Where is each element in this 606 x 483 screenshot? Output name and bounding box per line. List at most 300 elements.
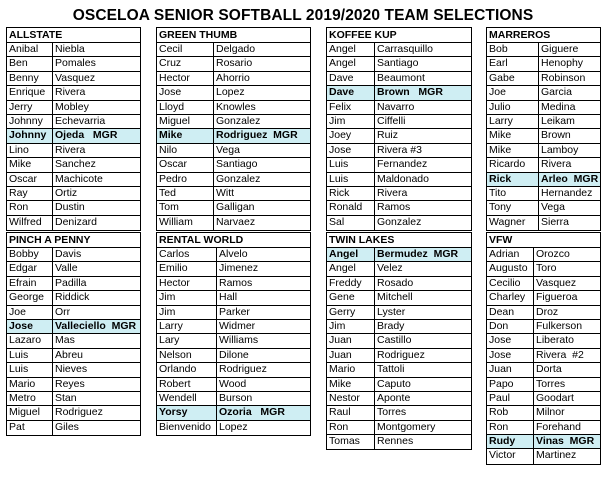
player-first-name: Pedro [157, 173, 214, 186]
player-first-name: Tito [487, 187, 539, 200]
player-first-name: Luis [327, 158, 375, 171]
player-first-name: Jose [157, 86, 214, 99]
player-row [487, 57, 600, 71]
player-row [327, 187, 471, 201]
manager-row [327, 86, 471, 100]
player-row [327, 334, 471, 348]
player-row [157, 320, 310, 334]
player-row [327, 291, 471, 305]
player-first-name: Orlando [157, 363, 217, 376]
player-row [487, 187, 600, 201]
player-last-name: Rodriguez [219, 363, 267, 376]
player-last-name: Rennes [377, 435, 414, 448]
player-row [487, 43, 600, 57]
player-row [487, 363, 600, 377]
player-row [7, 201, 140, 215]
player-row [157, 43, 310, 57]
player-first-name: Luis [327, 173, 375, 186]
player-last-name: Rivera [55, 86, 86, 99]
player-first-name: Jim [157, 306, 217, 319]
player-last-name: Robinson [541, 71, 586, 84]
player-last-name: Dustin [55, 201, 85, 214]
player-last-name: Machicote [55, 172, 103, 185]
player-last-name: Vinas MGR [536, 435, 595, 448]
player-last-name: Ciffelli [377, 114, 406, 127]
player-first-name: Mario [7, 378, 53, 391]
player-row [7, 277, 140, 291]
player-last-name: Caputo [377, 377, 411, 390]
player-row [7, 262, 140, 276]
player-last-name: Mobley [55, 100, 89, 113]
player-last-name: Rosado [377, 276, 414, 289]
player-row [487, 86, 600, 100]
player-last-name: Rivera [377, 186, 408, 199]
player-first-name: Metro [7, 392, 53, 405]
player-last-name: Niebla [55, 43, 85, 55]
player-row [157, 72, 310, 86]
player-last-name: Burson [219, 391, 253, 404]
player-first-name: Victor [487, 449, 534, 463]
player-last-name: Pomales [55, 57, 96, 70]
player-row [157, 421, 310, 435]
player-row [327, 129, 471, 143]
player-last-name: Brown MGR [377, 86, 443, 99]
player-first-name: Mike [157, 129, 214, 142]
player-first-name: Gabe [487, 72, 539, 85]
player-first-name: Wilfred [7, 216, 53, 230]
player-last-name: Williams [219, 334, 259, 347]
player-last-name: Mas [55, 334, 75, 347]
player-last-name: Forehand [536, 420, 581, 433]
player-first-name: Rudy [487, 435, 534, 448]
player-row [157, 306, 310, 320]
player-last-name: Rivera #3 [377, 143, 422, 156]
player-row [157, 144, 310, 158]
player-first-name: Raul [327, 406, 375, 419]
player-row [487, 306, 600, 320]
player-row [327, 421, 471, 435]
player-first-name: Yorsy [157, 406, 217, 419]
player-first-name: Angel [327, 262, 375, 275]
player-row [7, 378, 140, 392]
player-row [487, 72, 600, 86]
player-first-name: Wendell [157, 392, 217, 405]
player-row [7, 173, 140, 187]
player-last-name: Davis [55, 248, 82, 260]
player-last-name: Milnor [536, 406, 565, 419]
player-first-name: Oscar [157, 158, 214, 171]
player-row [327, 277, 471, 291]
team-name: RENTAL WORLD [157, 233, 310, 248]
player-first-name: Luis [7, 349, 53, 362]
player-row [157, 349, 310, 363]
team-table [6, 27, 141, 231]
player-first-name: Mike [487, 129, 539, 142]
player-row [327, 306, 471, 320]
player-first-name: Jose [7, 320, 53, 333]
player-row [157, 262, 310, 276]
player-row [327, 320, 471, 334]
player-last-name: Vasquez [55, 71, 96, 84]
player-first-name: Enrique [7, 86, 53, 99]
team-name: ALLSTATE [7, 28, 140, 43]
player-row [157, 115, 310, 129]
player-row [7, 334, 140, 348]
player-last-name: Denizard [55, 215, 98, 228]
player-first-name: Juan [487, 363, 534, 376]
player-last-name: Jimenez [219, 262, 259, 275]
player-row [487, 115, 600, 129]
player-row [157, 277, 310, 291]
player-first-name: Dave [327, 86, 375, 99]
player-last-name: Medina [541, 100, 576, 113]
player-row [157, 101, 310, 115]
player-first-name: Tomas [327, 435, 375, 449]
player-last-name: Rodriguez MGR [216, 129, 298, 142]
player-last-name: Rivera #2 [536, 348, 584, 361]
player-last-name: Liberato [536, 334, 574, 347]
player-row [7, 216, 140, 230]
player-row [327, 392, 471, 406]
player-last-name: Parker [219, 305, 250, 318]
player-first-name: Lazaro [7, 334, 53, 347]
player-last-name: Narvaez [216, 215, 256, 228]
team-table [486, 232, 601, 465]
player-row [487, 449, 600, 463]
player-first-name: Jose [487, 349, 534, 362]
player-first-name: Augusto [487, 262, 534, 275]
player-last-name: Abreu [55, 348, 84, 361]
player-first-name: Anibal [7, 43, 53, 56]
player-first-name: Don [487, 320, 534, 333]
player-first-name: Julio [487, 101, 539, 114]
player-last-name: Gonzalez [377, 215, 422, 228]
player-first-name: Mike [327, 378, 375, 391]
player-last-name: Rivera [541, 158, 572, 171]
player-first-name: Ray [7, 187, 53, 200]
player-first-name: Cecilio [487, 277, 534, 290]
player-last-name: Wood [219, 377, 247, 390]
player-first-name: Jim [327, 320, 375, 333]
team-name: GREEN THUMB [157, 28, 310, 43]
player-row [487, 101, 600, 115]
player-last-name: Hall [219, 291, 238, 304]
player-first-name: Benny [7, 72, 53, 85]
manager-row [327, 248, 471, 262]
player-first-name: Rick [327, 187, 375, 200]
player-last-name: Rosario [216, 57, 253, 70]
player-first-name: Pat [7, 421, 53, 435]
player-row [487, 392, 600, 406]
player-last-name: Sierra [541, 215, 570, 228]
player-last-name: Tattoli [377, 363, 405, 376]
player-first-name: Dean [487, 306, 534, 319]
player-row [327, 378, 471, 392]
player-first-name: Tony [487, 201, 539, 214]
player-row [487, 129, 600, 143]
player-last-name: Arleo MGR [541, 172, 599, 185]
player-last-name: Ojeda MGR [55, 129, 118, 142]
player-first-name: Hector [157, 72, 214, 85]
player-last-name: Castillo [377, 334, 412, 347]
player-row [487, 320, 600, 334]
player-row [327, 435, 471, 449]
player-row [7, 72, 140, 86]
team-name: TWIN LAKES [327, 233, 471, 248]
player-first-name: Mike [7, 158, 53, 171]
player-last-name: Aponte [377, 391, 411, 404]
player-last-name: Valle [55, 262, 78, 275]
player-last-name: Figueroa [536, 291, 578, 304]
player-last-name: Mitchell [377, 291, 413, 304]
player-first-name: Jim [157, 291, 217, 304]
player-last-name: Stan [55, 391, 77, 404]
player-row [157, 291, 310, 305]
player-row [7, 86, 140, 100]
player-last-name: Widmer [219, 319, 256, 332]
player-row [7, 57, 140, 71]
player-last-name: Lopez [216, 86, 245, 99]
player-row [157, 201, 310, 215]
player-first-name: Ron [487, 421, 534, 434]
player-row [7, 363, 140, 377]
player-row [327, 158, 471, 172]
player-row [7, 115, 140, 129]
player-first-name: Miguel [7, 406, 53, 419]
player-first-name: Tom [157, 201, 214, 214]
player-first-name: Efrain [7, 277, 53, 290]
player-row [487, 158, 600, 172]
team-name: MARREROS [487, 28, 600, 43]
player-last-name: Witt [216, 186, 235, 199]
player-last-name: Orr [55, 305, 71, 318]
player-last-name: Goodart [536, 391, 574, 404]
player-last-name: Santiago [216, 158, 258, 171]
player-last-name: Santiago [377, 57, 419, 70]
player-last-name: Giles [55, 420, 79, 433]
player-row [327, 406, 471, 420]
player-row [7, 306, 140, 320]
player-last-name: Gonzalez [216, 114, 261, 127]
player-first-name: Bobby [7, 248, 53, 261]
player-last-name: Ramos [377, 201, 411, 214]
player-last-name: Leikam [541, 114, 575, 127]
player-first-name: Papo [487, 378, 534, 391]
player-first-name: Angel [327, 248, 375, 261]
player-first-name: Cruz [157, 57, 214, 70]
player-row [327, 363, 471, 377]
player-row [7, 187, 140, 201]
player-last-name: Vega [216, 143, 240, 156]
player-row [157, 187, 310, 201]
player-first-name: Carlos [157, 248, 217, 261]
player-row [487, 378, 600, 392]
player-row [327, 43, 471, 57]
player-first-name: Nestor [327, 392, 375, 405]
player-row [327, 72, 471, 86]
player-first-name: Dave [327, 72, 375, 85]
player-last-name: Fulkerson [536, 319, 583, 332]
player-row [487, 291, 600, 305]
player-last-name: Dorta [536, 363, 562, 376]
player-row [327, 115, 471, 129]
player-last-name: Henophy [541, 57, 584, 70]
player-row [7, 392, 140, 406]
player-row [487, 201, 600, 215]
player-last-name: Riddick [55, 291, 90, 304]
player-row [487, 262, 600, 276]
player-last-name: Knowles [216, 100, 256, 113]
player-last-name: Lamboy [541, 143, 579, 156]
manager-row [487, 173, 600, 187]
player-last-name: Lyster [377, 305, 406, 318]
player-first-name: Sal [327, 216, 375, 230]
player-first-name: Ricardo [487, 158, 539, 171]
player-first-name: Joe [487, 86, 539, 99]
player-first-name: Luis [7, 363, 53, 376]
player-last-name: Dilone [219, 348, 249, 361]
player-last-name: Rodriguez [55, 406, 103, 419]
team-name: KOFFEE KUP [327, 28, 471, 43]
player-first-name: Hector [157, 277, 217, 290]
player-row [327, 144, 471, 158]
player-last-name: Rivera [55, 143, 86, 156]
player-row [157, 378, 310, 392]
player-last-name: Echevarria [55, 114, 106, 127]
player-first-name: George [7, 291, 53, 304]
player-last-name: Beaumont [377, 71, 425, 84]
player-last-name: Delgado [216, 43, 256, 55]
team-name: PINCH A PENNY [7, 233, 140, 248]
team-table [6, 232, 141, 436]
player-first-name: Jose [327, 144, 375, 157]
player-first-name: Oscar [7, 173, 53, 186]
player-first-name: Freddy [327, 277, 375, 290]
manager-row [7, 129, 140, 143]
player-first-name: Paul [487, 392, 534, 405]
manager-row [487, 435, 600, 449]
player-first-name: Jim [327, 115, 375, 128]
player-row [157, 216, 310, 230]
player-row [7, 43, 140, 57]
player-first-name: Felix [327, 101, 375, 114]
player-first-name: Edgar [7, 262, 53, 275]
player-row [487, 248, 600, 262]
player-last-name: Brown [541, 129, 571, 142]
team-table [486, 27, 601, 231]
player-first-name: Gerry [327, 306, 375, 319]
player-last-name: Giguere [541, 43, 579, 55]
player-first-name: Larry [487, 115, 539, 128]
player-row [327, 57, 471, 71]
player-row [157, 392, 310, 406]
player-first-name: Emilio [157, 262, 217, 275]
player-last-name: Brady [377, 319, 405, 332]
player-last-name: Garcia [541, 86, 572, 99]
player-last-name: Fernandez [377, 158, 428, 171]
player-last-name: Rodriguez [377, 348, 425, 361]
player-first-name: Bienvenido [157, 421, 217, 435]
player-first-name: Joey [327, 129, 375, 142]
player-last-name: Ruiz [377, 129, 399, 142]
page-title: OSCELOA SENIOR SOFTBALL 2019/2020 TEAM SELECTIONS [72, 7, 534, 24]
player-last-name: Maldonado [377, 172, 429, 185]
player-last-name: Galligan [216, 201, 255, 214]
player-row [327, 101, 471, 115]
team-table [326, 27, 472, 231]
manager-row [7, 320, 140, 334]
player-first-name: Nelson [157, 349, 217, 362]
player-first-name: Angel [327, 43, 375, 56]
player-last-name: Nieves [55, 363, 88, 376]
player-row [7, 144, 140, 158]
player-first-name: Bob [487, 43, 539, 56]
player-first-name: William [157, 216, 214, 230]
player-first-name: Lloyd [157, 101, 214, 114]
player-row [157, 57, 310, 71]
player-row [7, 248, 140, 262]
player-row [327, 173, 471, 187]
player-last-name: Ozoria MGR [219, 406, 285, 419]
team-table [156, 27, 311, 231]
player-last-name: Gonzalez [216, 172, 261, 185]
player-row [157, 158, 310, 172]
player-last-name: Reyes [55, 377, 85, 390]
team-table [326, 232, 472, 450]
player-row [7, 101, 140, 115]
player-first-name: Angel [327, 57, 375, 70]
player-first-name: Ted [157, 187, 214, 200]
player-row [487, 144, 600, 158]
player-last-name: Vasquez [536, 276, 577, 289]
player-last-name: Navarro [377, 100, 415, 113]
player-first-name: Rob [487, 406, 534, 419]
player-last-name: Montgomery [377, 420, 436, 433]
player-first-name: Lino [7, 144, 53, 157]
player-first-name: Jose [487, 334, 534, 347]
player-last-name: Valleciello MGR [55, 319, 137, 332]
player-last-name: Lopez [219, 420, 248, 433]
player-row [7, 158, 140, 172]
player-row [327, 262, 471, 276]
player-last-name: Martinez [536, 449, 577, 462]
player-row [487, 406, 600, 420]
player-last-name: Ortiz [55, 186, 78, 199]
manager-row [157, 129, 310, 143]
player-last-name: Orozco [536, 248, 570, 260]
manager-row [157, 406, 310, 420]
player-last-name: Padilla [55, 276, 87, 289]
player-first-name: Johnny [7, 129, 53, 142]
player-first-name: Miguel [157, 115, 214, 128]
player-first-name: Charley [487, 291, 534, 304]
player-first-name: Wagner [487, 216, 539, 230]
player-last-name: Vega [541, 201, 565, 214]
player-row [327, 216, 471, 230]
player-last-name: Sanchez [55, 158, 96, 171]
player-row [157, 248, 310, 262]
player-last-name: Velez [377, 262, 403, 275]
player-row [487, 216, 600, 230]
player-last-name: Bermudez MGR [377, 248, 459, 260]
player-first-name: Juan [327, 349, 375, 362]
player-first-name: Gene [327, 291, 375, 304]
player-row [7, 421, 140, 435]
player-row [487, 334, 600, 348]
player-row [157, 363, 310, 377]
player-last-name: Ramos [219, 276, 253, 289]
player-last-name: Toro [536, 262, 557, 275]
